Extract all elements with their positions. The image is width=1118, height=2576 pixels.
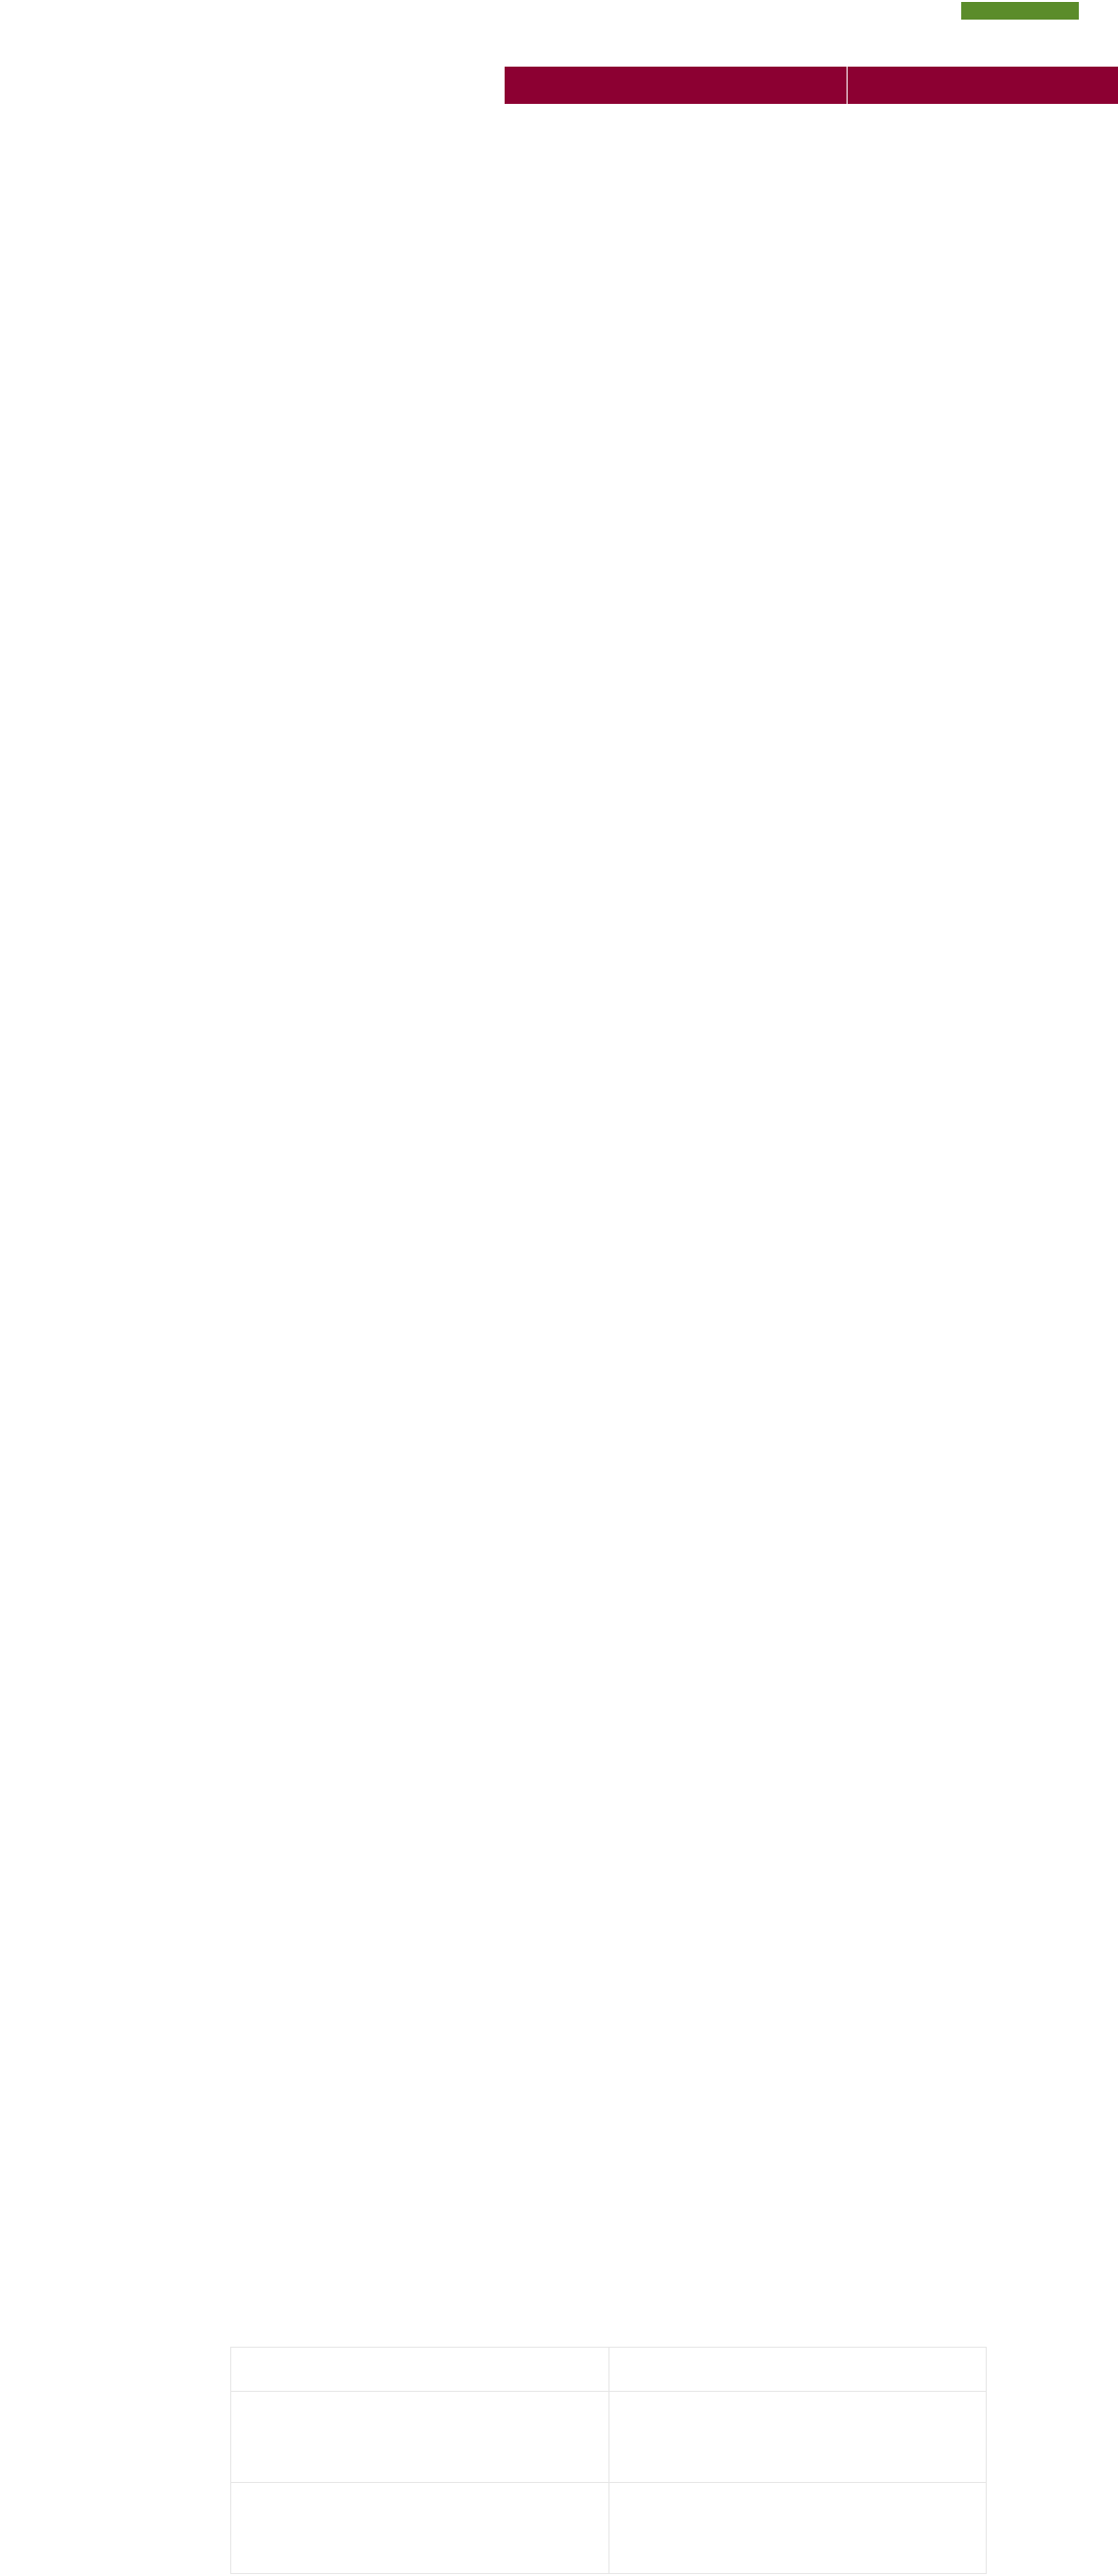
cell-100-long xyxy=(231,2392,609,2482)
table-header xyxy=(0,0,1118,106)
variant-100-heading xyxy=(231,2348,609,2391)
variant-100-max-heading xyxy=(609,2348,987,2391)
comparison-table xyxy=(0,0,1118,106)
cell-100max-long xyxy=(609,2392,987,2482)
purchase-time-header xyxy=(231,2348,986,2392)
recommended-badge xyxy=(961,2,1079,20)
select-variant-100-max-button[interactable] xyxy=(848,67,1118,104)
cell-100-short xyxy=(231,2483,609,2573)
purchase-time-row xyxy=(231,2392,986,2483)
select-variant-100-button[interactable] xyxy=(505,67,847,104)
purchase-time-table xyxy=(230,2347,987,2574)
purchase-time-row xyxy=(231,2483,986,2574)
cell-100max-short xyxy=(609,2483,987,2573)
